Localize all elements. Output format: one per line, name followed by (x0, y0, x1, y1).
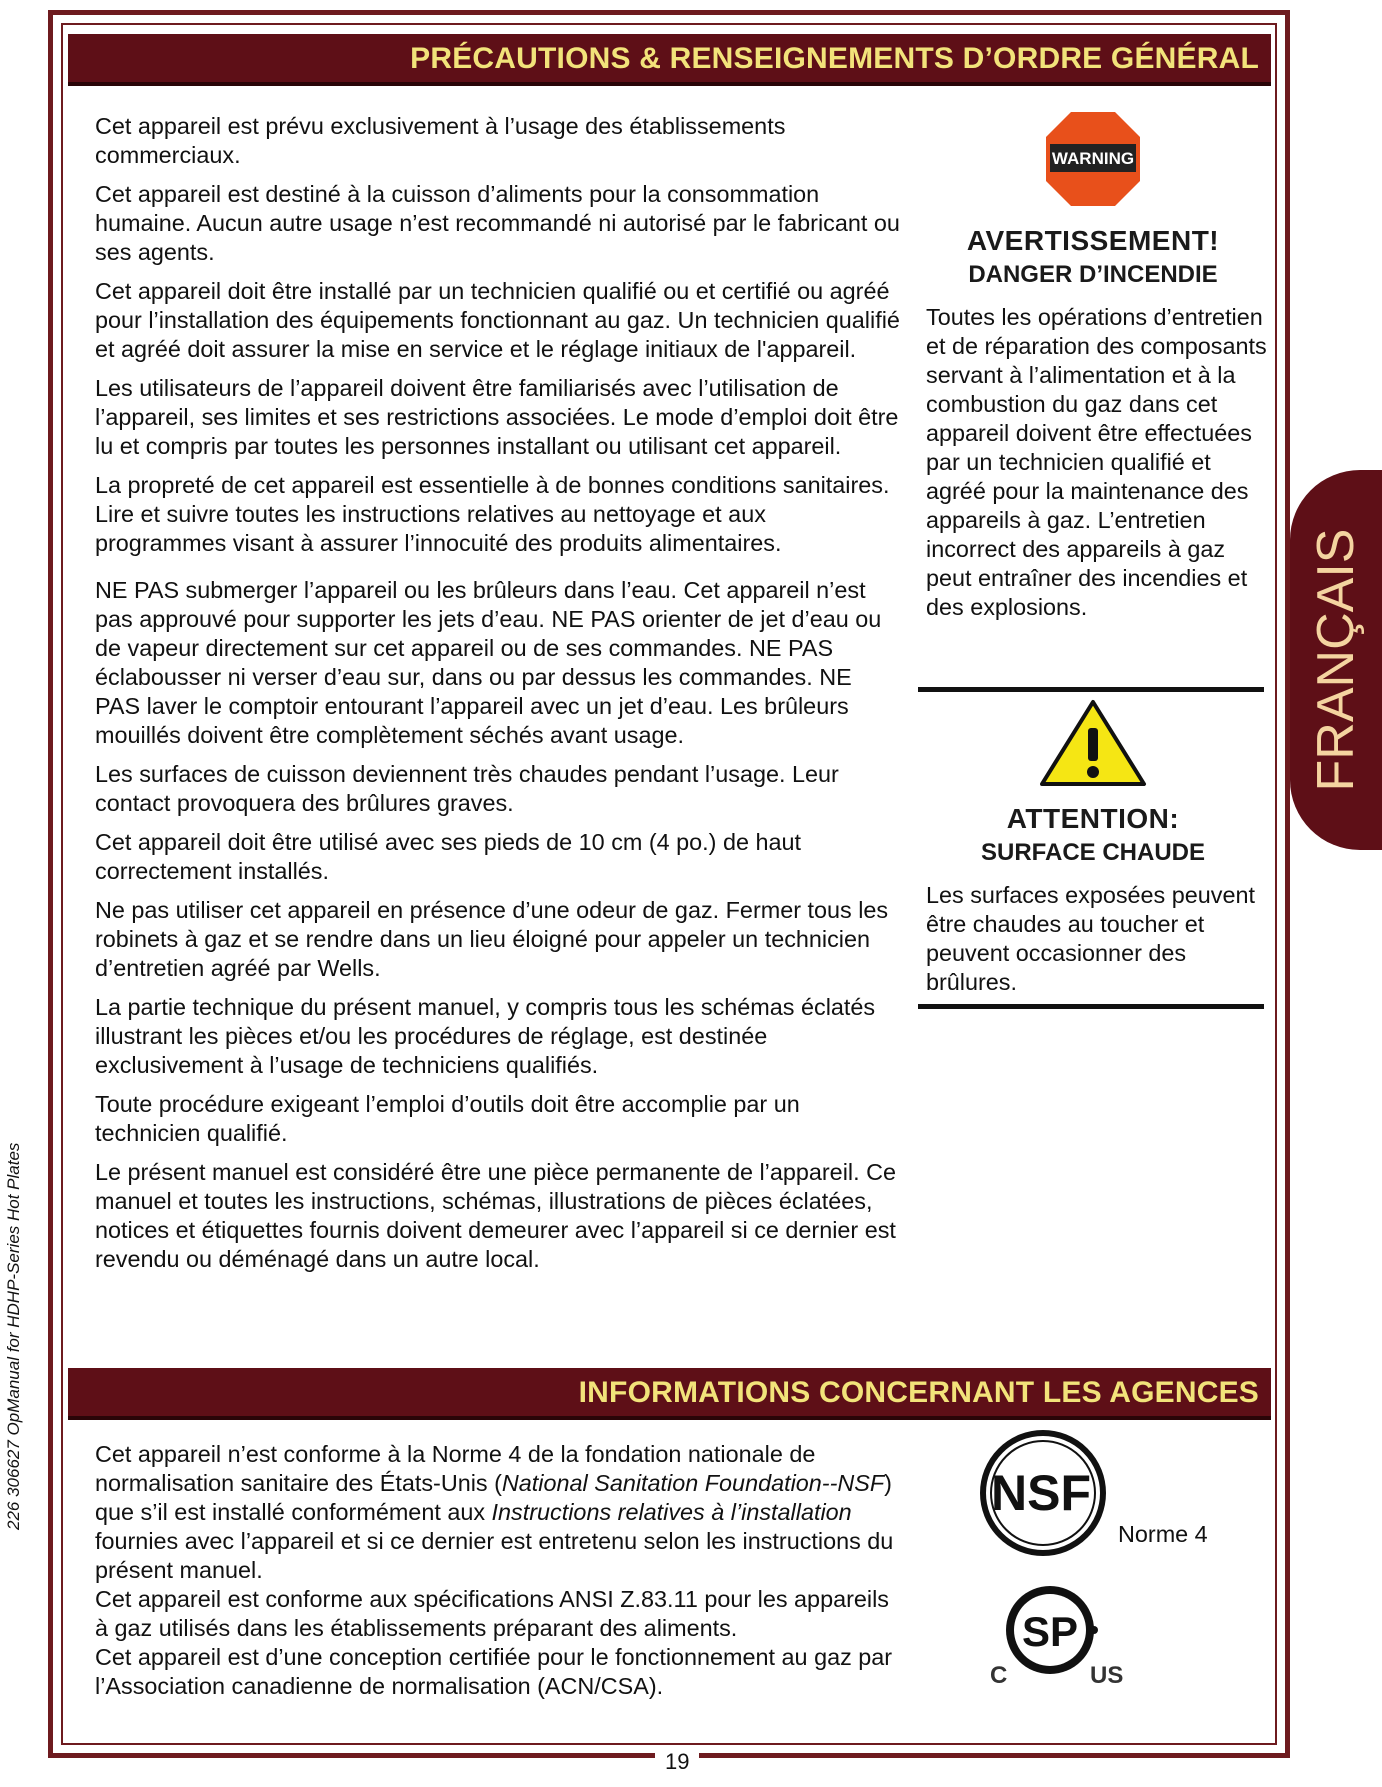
agency-paragraph-nsf (95, 1440, 905, 1585)
agencies-title: INFORMATIONS CONCERNANT LES AGENCES (578, 1376, 1259, 1409)
warning-subtitle: DANGER D’INCENDIE (968, 261, 1218, 288)
caution-subtitle: SURFACE CHAUDE (980, 839, 1205, 866)
warning-title: AVERTISSEMENT! (966, 225, 1220, 256)
caution-triangle-icon (918, 698, 1268, 790)
language-tab-label: FRANÇAIS (1307, 528, 1365, 792)
agency-text-italic: Instructions relatives à l’installation (491, 1499, 852, 1525)
precautions-body (95, 112, 900, 1284)
agency-text: fournies avec l’appareil et si ce dernier est entretenu selon les instructions du présent manuel. (95, 1528, 894, 1583)
agency-text-italic: National Sanitation Foundation--NSF (501, 1470, 885, 1496)
precaution-paragraph: NE PAS submerger l’appareil ou les brûleurs dans l’eau. Cet appareil n’est pas approuvé pour supporter les jets d’eau. NE PAS orienter de jet d’eau ou de vapeur directement sur cet appareil ou de ses commandes. NE PAS éclabousser ni verser d’eau sur, dans ou par dessus les commandes. NE PAS laver le comptoir entourant l’appareil avec un jet d’eau. Les brûleurs mouillés doivent être complètement séchés avant usage. (95, 577, 882, 748)
caution-title: ATTENTION: (1006, 803, 1180, 834)
nsf-logo-text: NSF (991, 1465, 1091, 1521)
agency-text: ) que s’il est installé conformément aux (95, 1470, 892, 1525)
warning-body: Toutes les opérations d’entretien et de réparation des composants servant à l’alimentation et à la combustion du gaz dans cet appareil doivent être effectuées par un technicien qualifié et agréé pour la maintenance des appareils à gaz. L’entretien incorrect des appareils à gaz peut entraîner des incendies et des explosions. (926, 304, 1267, 620)
agency-text: Cet appareil n’est conforme à la Norme 4 de la fondation nationale de normalisation sanitaire des États-Unis ( (95, 1441, 816, 1496)
precaution-paragraph: Les surfaces de cuisson deviennent très chaudes pendant l’usage. Leur contact provoquera des brûlures graves. (95, 761, 839, 816)
nsf-logo-icon (978, 1428, 1108, 1558)
precaution-paragraph: Ne pas utiliser cet appareil en présence d’une odeur de gaz. Fermer tous les robinets à gaz et se rendre dans un lieu éloigné pour appeler un technicien d’entretien agréé par Wells. (95, 897, 889, 981)
precaution-paragraph: Cet appareil est prévu exclusivement à l’usage des établissements commerciaux. (95, 113, 786, 168)
agencies-body (95, 1440, 905, 1701)
warning-octagon-icon (918, 108, 1268, 212)
precaution-paragraph: La partie technique du présent manuel, y compris tous les schémas éclatés illustrant les pièces et/ou les procédures de réglage, est destinée exclusivement à l’usage de techniciens qualifiés. (95, 994, 876, 1078)
warning-panel (918, 108, 1268, 622)
manual-reference: 226 306627 OpManual for HDHP-Series Hot Plates (4, 1142, 23, 1530)
csa-logo-text: SP (1021, 1608, 1079, 1655)
language-tab (1290, 470, 1382, 850)
agency-paragraph-csa: Cet appareil est d’une conception certifiée pour le fonctionnement au gaz par l’Association canadienne de normalisation (ACN/CSA). (95, 1644, 893, 1699)
csa-logo-icon (1000, 1580, 1100, 1680)
warning-divider (918, 687, 1264, 692)
nsf-standard-label: Norme 4 (1118, 1521, 1208, 1547)
precaution-paragraph: Toute procédure exigeant l’emploi d’outils doit être accomplie par un technicien qualifié. (95, 1091, 800, 1146)
agency-paragraph-ansi: Cet appareil est conforme aux spécifications ANSI Z.83.11 pour les appareils à gaz utilisés dans les établissements préparant des aliments. (95, 1586, 889, 1641)
caution-panel (918, 698, 1268, 997)
warning-sign-text: WARNING (1051, 149, 1135, 168)
caution-divider (918, 1004, 1264, 1009)
precaution-paragraph: Cet appareil doit être utilisé avec ses pieds de 10 cm (4 po.) de haut correctement installés. (95, 829, 802, 884)
precaution-paragraph: Cet appareil est destiné à la cuisson d’aliments pour la consommation humaine. Aucun autre usage n’est recommandé ni autorisé par le fabricant ou ses agents. (95, 181, 900, 265)
caution-body: Les surfaces exposées peuvent être chaudes au toucher et peuvent occasionner des brûlures. (926, 882, 1255, 995)
precaution-paragraph: Les utilisateurs de l’appareil doivent être familiarisés avec l’utilisation de l’appareil, ses limites et ses restrictions associées. Le mode d’emploi doit être lu et compris par toutes les personnes installant ou utilisant cet appareil. (95, 375, 899, 459)
precaution-paragraph: Cet appareil doit être installé par un technicien qualifié ou et certifié ou agréé pour l’installation des équipements fonctionnant au gaz. Un technicien qualifié et agréé doit assurer la mise en service et le réglage initiaux de l'appareil. (95, 278, 900, 362)
precaution-paragraph: La propreté de cet appareil est essentielle à de bonnes conditions sanitaires. Lire et suivre toutes les instructions relatives au nettoyage et aux programmes visant à assurer l’innocuité des produits alimentaires. (95, 472, 890, 556)
agencies-header (68, 1368, 1271, 1420)
precautions-header (68, 34, 1271, 86)
csa-us-label: US (1090, 1662, 1124, 1689)
csa-c-label: C (990, 1662, 1008, 1689)
page-number: 19 (655, 1749, 699, 1775)
precautions-title: PRÉCAUTIONS & RENSEIGNEMENTS D’ORDRE GÉNÉRAL (410, 42, 1259, 75)
precaution-paragraph: Le présent manuel est considéré être une pièce permanente de l’appareil. Ce manuel et toutes les instructions, schémas, illustrations de pièces éclatées, notices et étiquettes fournis doivent demeurer avec l’appareil si ce dernier est revendu ou déménagé dans un autre local. (95, 1159, 896, 1272)
